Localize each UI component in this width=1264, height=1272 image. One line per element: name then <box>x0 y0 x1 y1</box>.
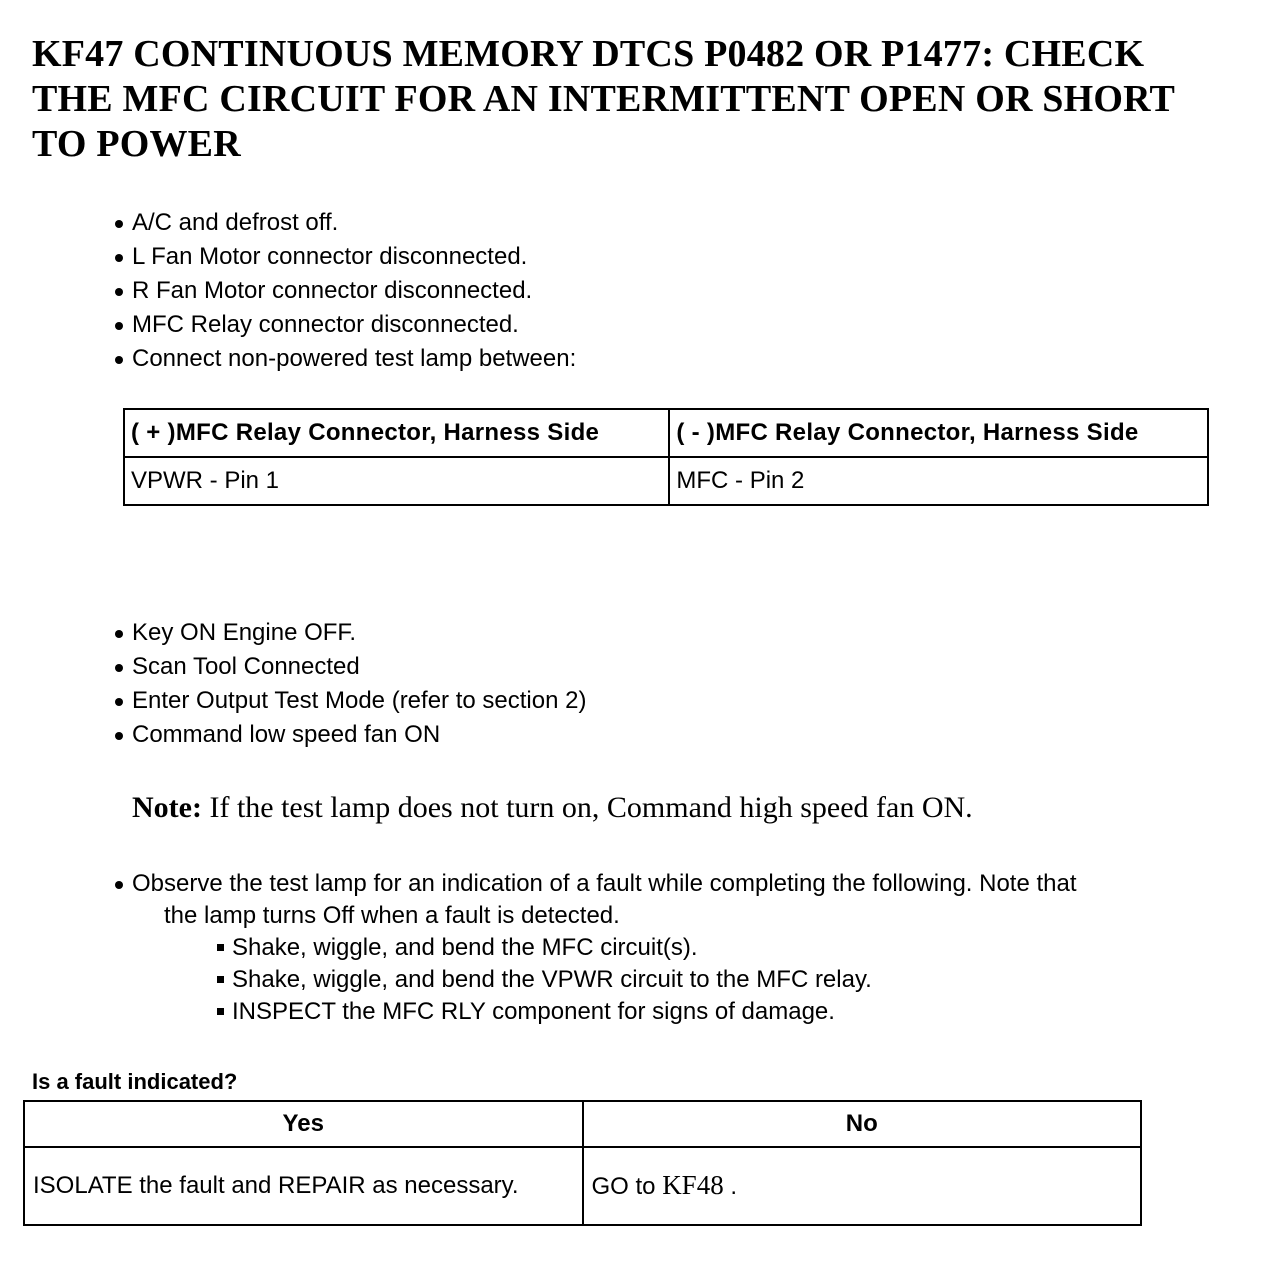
list-item <box>214 964 872 996</box>
square-bullet-icon <box>217 944 224 951</box>
table-row <box>24 1147 1141 1225</box>
bullet-icon <box>115 288 123 296</box>
note-paragraph <box>132 788 973 828</box>
step-text: A/C and defrost off. <box>132 209 339 236</box>
list-item <box>112 206 576 240</box>
kf48-link[interactable]: KF48 <box>662 1170 724 1200</box>
list-item <box>112 684 586 718</box>
setup-steps-list <box>112 206 576 376</box>
note-text: If the test lamp does not turn on, Command high speed fan ON. <box>201 791 973 824</box>
list-item <box>214 996 872 1028</box>
list-item <box>112 274 576 308</box>
no-header: No <box>583 1101 1142 1147</box>
observe-text-2: the lamp turns Off when a fault is detected. <box>164 902 620 929</box>
table-row <box>124 457 1208 505</box>
page-title: KF47 CONTINUOUS MEMORY DTCS P0482 OR P1477: CHECK THE MFC CIRCUIT FOR AN INTERMITTENT OPEN OR SHORT TO POWER <box>32 33 1175 165</box>
list-item <box>112 650 586 684</box>
step-text: Connect non-powered test lamp between: <box>132 345 577 372</box>
list-item <box>112 616 586 650</box>
sub-step-text: Shake, wiggle, and bend the VPWR circuit to the MFC relay. <box>232 966 872 993</box>
list-item <box>112 308 576 342</box>
note-label: Note: <box>132 791 202 824</box>
step-text: L Fan Motor connector disconnected. <box>132 243 528 270</box>
fault-question: Is a fault indicated? <box>32 1069 238 1094</box>
positive-connector-header: ( + )MFC Relay Connector, Harness Side <box>124 409 669 457</box>
step-text: Command low speed fan ON <box>132 721 441 748</box>
negative-connector-header: ( - )MFC Relay Connector, Harness Side <box>669 409 1208 457</box>
observe-text-1: Observe the test lamp for an indication of a fault while completing the following. Note that <box>132 870 1077 897</box>
table-header-row <box>24 1101 1141 1147</box>
list-item <box>112 240 576 274</box>
bullet-icon <box>115 732 123 740</box>
square-bullet-icon <box>217 976 224 983</box>
bullet-icon <box>115 881 123 889</box>
step-text: MFC Relay connector disconnected. <box>132 311 519 338</box>
bullet-icon <box>115 322 123 330</box>
yes-cell: ISOLATE the fault and REPAIR as necessary. <box>24 1147 583 1225</box>
test-steps-list <box>112 616 586 752</box>
step-text: R Fan Motor connector disconnected. <box>132 277 533 304</box>
no-cell <box>583 1147 1142 1225</box>
observe-step <box>112 868 1242 932</box>
square-bullet-icon <box>217 1008 224 1015</box>
table-header-row <box>124 409 1208 457</box>
no-suffix: . <box>723 1173 738 1200</box>
list-item <box>112 342 576 376</box>
list-item <box>214 932 872 964</box>
no-prefix: GO to <box>591 1173 663 1200</box>
list-item <box>112 718 586 752</box>
sub-step-text: INSPECT the MFC RLY component for signs of damage. <box>232 998 835 1025</box>
bullet-icon <box>115 254 123 262</box>
observe-line <box>112 868 1242 900</box>
bullet-icon <box>115 698 123 706</box>
negative-pin-cell: MFC - Pin 2 <box>669 457 1208 505</box>
step-text: Scan Tool Connected <box>132 653 360 680</box>
answer-table <box>23 1100 1142 1226</box>
step-text: Key ON Engine OFF. <box>132 619 357 646</box>
yes-header: Yes <box>24 1101 583 1147</box>
bullet-icon <box>115 356 123 364</box>
bullet-icon <box>115 630 123 638</box>
inspection-sub-steps <box>214 932 872 1028</box>
positive-pin-cell: VPWR - Pin 1 <box>124 457 669 505</box>
step-text: Enter Output Test Mode (refer to section 2) <box>132 687 587 714</box>
bullet-icon <box>115 664 123 672</box>
sub-step-text: Shake, wiggle, and bend the MFC circuit(s). <box>232 934 698 961</box>
bullet-icon <box>115 220 123 228</box>
connector-pin-table <box>123 408 1209 506</box>
